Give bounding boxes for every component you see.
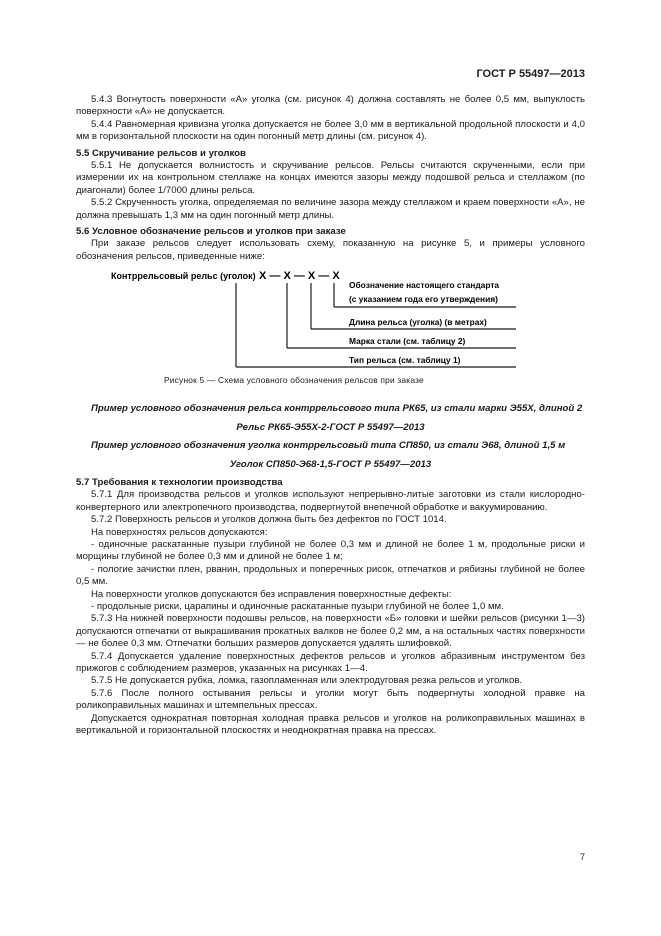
figure-5-caption: Рисунок 5 — Схема условного обозначения рельсов при заказе xyxy=(164,375,424,386)
clause-5-7-2-angles-allowed: На поверхности уголков допускаются без исправления поверхностные дефекты: xyxy=(91,588,452,600)
label-standard-line2: (с указанием года его утверждения) xyxy=(349,294,498,305)
clause-5-4-3: 5.4.3 Вогнутость поверхности «А» уголка (см. рисунок 4) должна составлять не более 0,5 мм, выпуклость поверхности «А» не допускается. xyxy=(76,94,585,118)
clause-5-7-6: 5.7.6 После полного остывания рельсы и уголки могут быть подвергнуты холодной правке на роликоправильных машинах и штемпельных прессах. xyxy=(76,687,585,712)
example-rail-code: Рельс РК65-Э55Х-2-ГОСТ Р 55497—2013 xyxy=(236,421,425,433)
page-number: 7 xyxy=(579,852,585,862)
label-rail-type: Тип рельса (см. таблицу 1) xyxy=(349,355,461,366)
clause-5-4-4: 5.4.4 Равномерная кривизна уголка допускается не более 3,0 мм в вертикальной продольной плоскости и 4,0 мм в горизонтальной плоскости на один погонный метр длины (см. рисунок 4). xyxy=(76,118,585,143)
section-5-6-heading: 5.6 Условное обозначение рельсов и уголков при заказе xyxy=(76,226,346,238)
clause-5-7-4: 5.7.4 Допускается удаление поверхностных дефектов рельсов и уголков абразивным инструментом без прижогов с соблюдением размеров, указанных на рисунках 1—4. xyxy=(76,650,585,674)
example-angle-text: Пример условного обозначения уголка контррельсовый типа СП850, из стали Э68, длиной 1,5 м xyxy=(91,440,566,452)
clause-5-7-2-item-stripping: - пологие зачистки плен, рванин, продольных и поперечных рисок, отпечатков и рябизны глубиной не более 0,5 мм. xyxy=(76,563,585,588)
scheme-marks: X — X — X — X xyxy=(259,270,340,283)
example-angle-code: Уголок СП850-Э68-1,5-ГОСТ Р 55497—2013 xyxy=(229,458,432,470)
example-rail-text: Пример условного обозначения рельса контррельсового типа РК65, из стали марки Э55Х, длиной 2 xyxy=(91,403,583,415)
clause-5-7-5: 5.7.5 Не допускается рубка, ломка, газопламенная или электродуговая резка рельсов и уголков. xyxy=(91,675,523,687)
clause-5-7-2: 5.7.2 Поверхность рельсов и уголков должна быть без дефектов по ГОСТ 1014. xyxy=(91,514,447,526)
clause-5-5-1: 5.5.1 Не допускается волнистость и скручивание рельсов. Рельсы считаются скрученными, если при измерении их на контрольном стеллаже на концах имеются зазоры между подошвой рельса и стеллажом (по диагонали) более 1/7000 длины рельса. xyxy=(76,160,585,196)
clause-5-7-1: 5.7.1 Для производства рельсов и уголков используют непрерывно-литые заготовки из стали кислородно-конвертерного или электропечного производства, подвергнутой внепечной обработке и вакуумированию. xyxy=(76,489,585,513)
clause-5-6-text: При заказе рельсов следует использовать схему, показанную на рисунке 5, и примеры условного обозначения рельсов, приведенные ниже: xyxy=(76,238,585,262)
clause-5-5-2: 5.5.2 Скрученность уголка, определяемая по величине зазора между стеллажом и краем поверхности «А», не должна превышать 1,3 мм на один погонный метр длины. xyxy=(76,197,585,221)
standard-header: ГОСТ Р 55497—2013 xyxy=(476,68,585,80)
clause-5-7-2-item-scratches: - продольные риски, царапины и одиночные раскатанные пузыри глубиной не более 1,0 мм. xyxy=(91,600,504,612)
clause-5-7-2-rails-allowed: На поверхностях рельсов допускаются: xyxy=(91,526,268,538)
section-5-5-heading: 5.5 Скручивание рельсов и уголков xyxy=(76,147,246,159)
scheme-lead-text: Контррельсовый рельс (уголок) xyxy=(111,271,256,282)
label-length: Длина рельса (уголка) (в метрах) xyxy=(349,317,487,328)
section-5-7-heading: 5.7 Требования к технологии производства xyxy=(76,476,283,488)
label-steel-grade: Марка стали (см. таблицу 2) xyxy=(349,336,466,347)
clause-5-7-6-repeat: Допускается однократная повторная холодная правка рельсов и уголков на роликоправильных машинах в вертикальной и горизонтальной плоскостях и неоднократная правка на прессах. xyxy=(76,712,585,737)
clause-5-7-2-item-blisters: - одиночные раскатанные пузыри глубиной не более 0,3 мм и длиной не более 1 м, продольные риски и морщины глубиной не более 0,3 мм и длиной не более 1 м; xyxy=(76,538,585,563)
designation-scheme-figure xyxy=(76,269,585,401)
clause-5-7-3: 5.7.3 На нижней поверхности подошвы рельсов, на поверхности «Б» головки и шейки рельсов (рисунки 1—3) допускаются отпечатки от выкрашивания прокатных валков не более 0,2 мм, а на остальных частях поверхности — не более 0,3 мм. Отпечатки больших размеров допускается удалять шлифовкой. xyxy=(76,613,585,650)
label-standard-line1: Обозначение настоящего стандарта xyxy=(349,280,500,291)
page-content xyxy=(76,94,585,737)
